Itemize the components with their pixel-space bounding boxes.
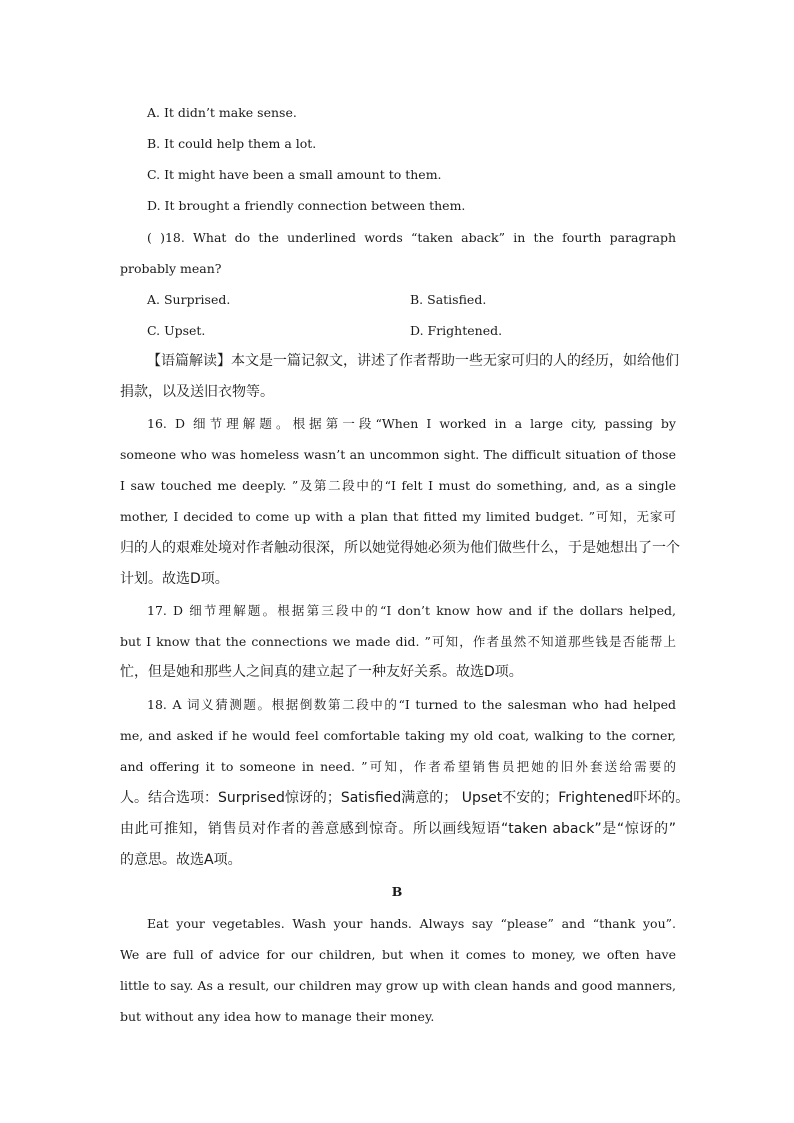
answer16-line3: I saw touched me deeply. ”及第二段中的“I felt I must do something, and, as a single [120, 478, 676, 493]
answer17-line3: 忙，但是她和那些人之间真的建立起了一种友好关系。故选D项。 [120, 664, 523, 680]
q18-options-row2 [147, 322, 676, 340]
answer16-line5: 归的人的艰难处境对作者触动很深，所以她觉得她必须为他们做些什么，于是她想出了一个 [120, 540, 680, 556]
section-b-line1: Eat your vegetables. Wash your hands. Always say “please” and “thank you”. [147, 916, 676, 931]
q18-option-c: C. Upset. [147, 323, 206, 338]
q17-option-c: C. It might have been a small amount to them. [147, 167, 442, 182]
passage-summary-line2: 捐款，以及送旧衣物等。 [120, 384, 274, 400]
q18-options-row1 [147, 291, 676, 309]
section-b-line3: little to say. As a result, our children may grow up with clean hands and good manners, [120, 978, 676, 993]
q18-option-d: D. Frightened. [410, 323, 503, 338]
answer18-line3: and offering it to someone in need. ”可知，作者希望销售员把她的旧外套送给需要的 [120, 759, 676, 774]
q18-option-b: B. Satisfied. [410, 292, 487, 307]
answer17-line2: but I know that the connections we made did. ”可知，作者虽然不知道那些钱是否能帮上 [120, 634, 676, 649]
answer18-line2: me, and asked if he would feel comfortable taking my old coat, walking to the corner, [120, 728, 676, 743]
q18-option-a: A. Surprised. [147, 292, 231, 307]
passage-summary-line1: 【语篇解读】本文是一篇记叙文，讲述了作者帮助一些无家可归的人的经历，如给他们 [147, 353, 679, 369]
answer18-line5: 由此可推知，销售员对作者的善意感到惊奇。所以画线短语“taken aback”是“惊讶的” [120, 821, 676, 837]
answer18-line6: 的意思。故选A项。 [120, 852, 242, 868]
answer17-line1: 17. D 细节理解题。根据第三段中的“I don’t know how and if the dollars helped, [147, 603, 676, 618]
answer16-line4: mother, I decided to come up with a plan that fitted my limited budget. ”可知，无家可 [120, 509, 676, 524]
answer18-line1: 18. A 词义猜测题。根据倒数第二段中的“I turned to the salesman who had helped [147, 697, 676, 712]
section-b-line2: We are full of advice for our children, but when it comes to money, we often have [120, 947, 676, 962]
q17-option-a: A. It didn’t make sense. [147, 105, 297, 120]
section-b-heading: B [391, 884, 403, 899]
q18-stem-line1: ( )18. What do the underlined words “taken aback” in the fourth paragraph [147, 230, 676, 245]
section-b-line4: but without any idea how to manage their money. [120, 1009, 435, 1024]
answer18-line4: 人。结合选项：Surprised惊讶的；Satisfied满意的； Upset不安的；Frightened吓坏的。 [120, 790, 690, 806]
q17-option-d: D. It brought a friendly connection between them. [147, 198, 466, 213]
answer16-line1: 16. D 细节理解题。根据第一段“When I worked in a large city, passing by [147, 416, 676, 431]
answer16-line6: 计划。故选D项。 [120, 571, 229, 587]
q18-stem-line2: probably mean? [120, 261, 222, 276]
q17-option-b: B. It could help them a lot. [147, 136, 317, 151]
answer16-line2: someone who was homeless wasn’t an uncommon sight. The difficult situation of those [120, 447, 676, 462]
